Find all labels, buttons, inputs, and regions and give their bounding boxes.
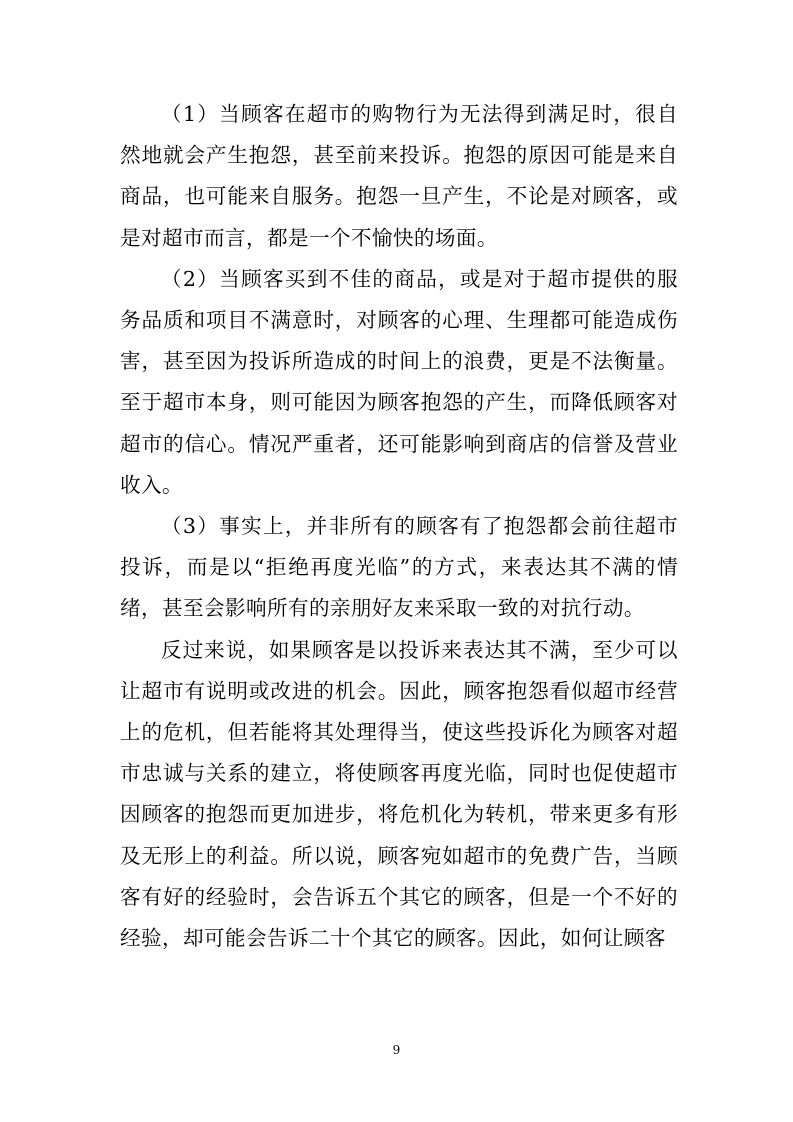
body-text bbox=[120, 94, 678, 959]
paragraph-4: 反过来说，如果顾客是以投诉来表达其不满，至少可以让超市有说明或改进的机会。因此，顾客抱怨看似超市经营上的危机，但若能将其处理得当，使这些投诉化为顾客对超市忠诚与关系的建立，将使顾客再度光临，同时也促使超市因顾客的抱怨而更加进步，将危机化为转机，带来更多有形及无形上的利益。所以说，顾客宛如超市的免费广告，当顾客有好的经验时，会告诉五个其它的顾客，但是一个不好的经验，却可能会告诉二十个其它的顾客。因此，如何让顾客 bbox=[120, 637, 678, 951]
paragraph-2: （2）当顾客买到不佳的商品，或是对于超市提供的服务品质和项目不满意时，对顾客的心理、生理都可能造成伤害，甚至因为投诉所造成的时间上的浪费，更是不法衡量。至于超市本身，则可能因为顾客抱怨的产生，而降低顾客对超市的信心。情况严重者，还可能影响到商店的信誉及营业收入。 bbox=[120, 266, 678, 497]
paragraph-1: （1）当顾客在超市的购物行为无法得到满足时，很自然地就会产生抱怨，甚至前来投诉。抱怨的原因可能是来自商品，也可能来自服务。抱怨一旦产生，不论是对顾客，或是对超市而言，都是一个不愉快的场面。 bbox=[120, 102, 678, 250]
paragraph-3: （3）事实上，并非所有的顾客有了抱怨都会前往超市投诉，而是以“拒绝再度光临”的方式，来表达其不满的情绪，甚至会影响所有的亲朋好友来采取一致的对抗行动。 bbox=[120, 514, 678, 621]
page-number: 9 bbox=[392, 1043, 401, 1057]
